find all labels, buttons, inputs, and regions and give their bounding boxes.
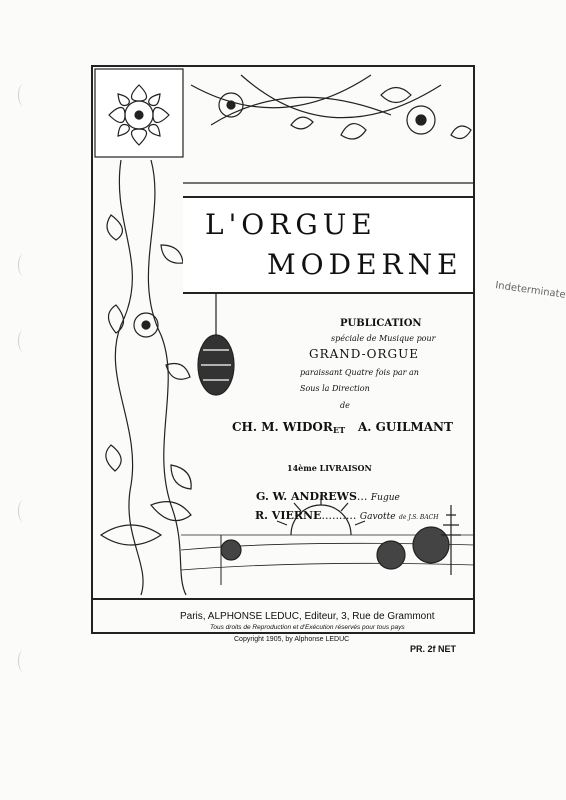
issue-label: 14ème LIVRAISON [287,463,372,473]
punch-hole [18,650,29,672]
price-label: PR. 2f NET [410,644,457,654]
direction-text: Sous la Direction [300,384,370,393]
et-text: ET [333,425,346,435]
copyright-line: Copyright 1905, by Alphonse LEDUC [234,636,350,643]
title-line-1: L'ORGUE [205,208,377,241]
instrument-name: GRAND-ORGUE [309,347,420,361]
contents-row [256,490,400,503]
editor-guilmant: A. GUILMANT [358,420,453,434]
de-text: de [340,401,350,410]
composer: G. W. ANDREWS [256,490,357,503]
piece-title: Gavotte [359,512,396,522]
punch-hole [18,330,29,352]
piece-note: de J.S. BACH [399,514,439,521]
frequency-text: paraissant Quatre fois par an [300,368,419,377]
handwritten-note: Indeterminate [494,280,566,301]
punch-hole [18,500,29,522]
publication-subheading: spéciale de Musique pour [331,334,436,343]
contents-row [255,509,438,522]
leader: .......... [321,509,357,522]
punch-hole [18,84,29,106]
rights-line: Tous droits de Reproduction et d'Exécution réservés pour tous pays [210,624,405,631]
composer: R. VIERNE [255,509,322,522]
leader: ... [356,490,368,503]
piece-title: Fugue [370,493,400,503]
publisher-line: Paris, ALPHONSE LEDUC, Editeur, 3, Rue de Grammont [180,611,435,622]
publication-heading: PUBLICATION [340,318,422,329]
title-line-2: MODERNE [267,248,463,281]
punch-hole [18,254,29,276]
editor-widor: CH. M. WIDOR [232,420,333,434]
